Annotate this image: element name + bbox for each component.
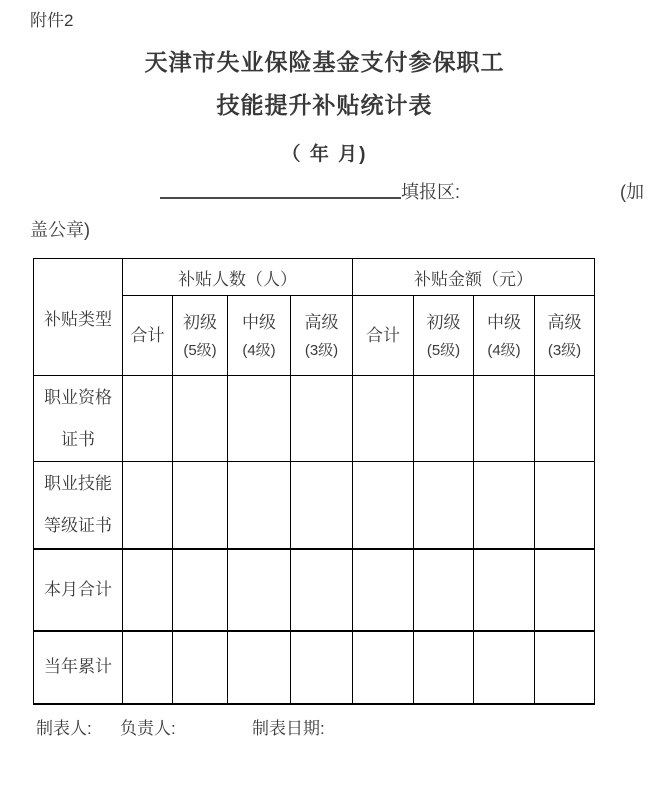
data-cell[interactable] bbox=[474, 376, 535, 462]
report-date-label: 制表日期: bbox=[252, 719, 325, 738]
data-cell[interactable] bbox=[228, 631, 291, 704]
data-cell[interactable] bbox=[535, 462, 595, 549]
row-label-line2: 等级证书 bbox=[44, 515, 112, 535]
data-cell[interactable] bbox=[228, 376, 291, 462]
data-cell[interactable] bbox=[474, 462, 535, 549]
document-title-line1: 天津市失业保险基金支付参保职工 bbox=[144, 49, 505, 75]
data-cell[interactable] bbox=[123, 462, 173, 549]
data-cell[interactable] bbox=[228, 549, 291, 631]
data-cell[interactable] bbox=[353, 631, 414, 704]
table-header-row-groups bbox=[34, 259, 595, 296]
preparer-label: 制表人: bbox=[36, 719, 92, 738]
data-cell[interactable] bbox=[474, 631, 535, 704]
subsidy-statistics-table bbox=[33, 258, 595, 705]
row-label-line1: 职业技能 bbox=[44, 473, 112, 493]
period-year-month: （ 年 月) bbox=[281, 144, 368, 165]
sub-header-level: (5级) bbox=[426, 342, 461, 359]
data-cell[interactable] bbox=[535, 631, 595, 704]
seal-note-end: 盖公章) bbox=[30, 220, 90, 240]
data-cell[interactable] bbox=[173, 631, 228, 704]
data-cell[interactable] bbox=[474, 549, 535, 631]
data-cell[interactable] bbox=[414, 462, 474, 549]
fill-area-label: 填报区: bbox=[401, 182, 461, 202]
col-header-amount-junior bbox=[414, 296, 474, 376]
sub-header-level: (4级) bbox=[242, 342, 276, 359]
data-cell[interactable] bbox=[414, 549, 474, 631]
data-cell[interactable] bbox=[535, 376, 595, 462]
sub-header-label: 高级 bbox=[547, 313, 582, 332]
table-row-year-cumulative bbox=[34, 631, 595, 704]
data-cell[interactable] bbox=[291, 462, 353, 549]
col-header-amount-intermediate bbox=[474, 296, 535, 376]
data-cell[interactable] bbox=[173, 376, 228, 462]
col-header-amount-total bbox=[353, 296, 414, 376]
sub-header-label: 初级 bbox=[426, 313, 461, 332]
group-header-subsidy-amount: 补贴金额（元） bbox=[353, 259, 595, 296]
data-cell[interactable] bbox=[123, 549, 173, 631]
sub-header-level: (4级) bbox=[487, 342, 521, 359]
data-cell[interactable] bbox=[173, 549, 228, 631]
sub-header-level: (3级) bbox=[304, 342, 339, 359]
table-row-skill-grade-certificate bbox=[34, 462, 595, 549]
table-row-vocational-qualification bbox=[34, 376, 595, 462]
data-cell[interactable] bbox=[353, 549, 414, 631]
row-label-line1: 当年累计 bbox=[44, 657, 112, 676]
data-cell[interactable] bbox=[414, 376, 474, 462]
row-label-skill-grade-certificate bbox=[34, 462, 123, 549]
data-cell[interactable] bbox=[228, 462, 291, 549]
table-row-month-total bbox=[34, 549, 595, 631]
sub-header-label: 合计 bbox=[366, 325, 400, 345]
col-header-amount-senior bbox=[535, 296, 595, 376]
data-cell[interactable] bbox=[123, 631, 173, 704]
sub-header-label: 中级 bbox=[487, 313, 521, 332]
sub-header-label: 初级 bbox=[183, 313, 217, 332]
row-label-vocational-qualification bbox=[34, 376, 123, 462]
sub-header-level: (3级) bbox=[547, 342, 582, 359]
data-cell[interactable] bbox=[123, 376, 173, 462]
sub-header-label: 合计 bbox=[130, 325, 165, 345]
seal-note-start: (加 bbox=[620, 182, 644, 202]
data-cell[interactable] bbox=[291, 631, 353, 704]
sub-header-level: (5级) bbox=[183, 342, 217, 359]
data-cell[interactable] bbox=[353, 376, 414, 462]
group-header-subsidy-people: 补贴人数（人） bbox=[123, 259, 353, 296]
data-cell[interactable] bbox=[291, 549, 353, 631]
col-header-people-junior bbox=[173, 296, 228, 376]
document-title-line2: 技能提升补贴统计表 bbox=[216, 92, 433, 118]
fill-blank-underline[interactable] bbox=[160, 174, 401, 199]
row-label-line1: 职业资格 bbox=[44, 387, 112, 407]
row-label-month-total bbox=[34, 549, 123, 631]
row-label-line2: 证书 bbox=[61, 429, 95, 449]
attachment-label: 附件2 bbox=[30, 11, 74, 30]
data-cell[interactable] bbox=[173, 462, 228, 549]
data-cell[interactable] bbox=[535, 549, 595, 631]
col-header-people-senior bbox=[291, 296, 353, 376]
data-cell[interactable] bbox=[353, 462, 414, 549]
data-cell[interactable] bbox=[291, 376, 353, 462]
sub-header-label: 中级 bbox=[242, 313, 276, 332]
col-header-people-total bbox=[123, 296, 173, 376]
col-header-people-intermediate bbox=[228, 296, 291, 376]
col-header-subsidy-type: 补贴类型 bbox=[34, 259, 123, 376]
row-label-line1: 本月合计 bbox=[44, 579, 112, 599]
responsible-person-label: 负责人: bbox=[120, 719, 176, 738]
sub-header-label: 高级 bbox=[304, 313, 339, 332]
data-cell[interactable] bbox=[414, 631, 474, 704]
row-label-year-cumulative bbox=[34, 631, 123, 704]
